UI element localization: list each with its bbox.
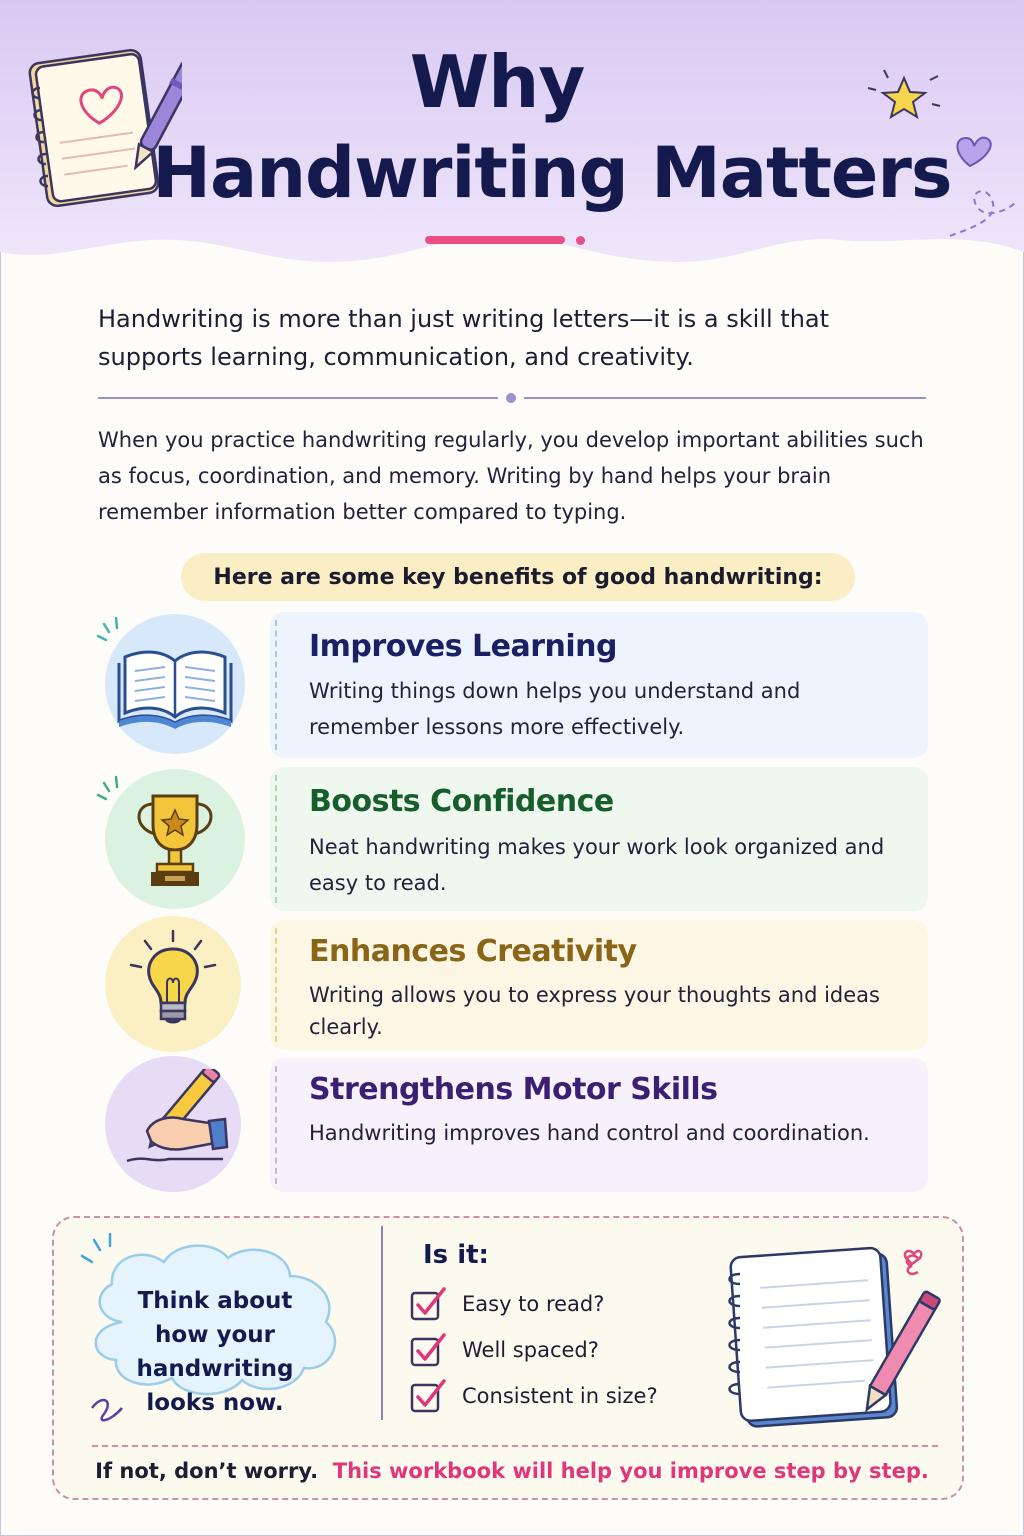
intro-text: Handwriting is more than just writing letters—it is a skill that supports learning, communication, and creativity. — [98, 305, 830, 371]
benefit-card-confidence — [100, 767, 928, 911]
benefit-title: Boosts Confidence — [309, 784, 614, 819]
checkbox-checked-icon — [410, 1379, 446, 1413]
benefit-title: Improves Learning — [309, 629, 617, 664]
star-icon — [856, 60, 946, 130]
footer-plain-text: If not, don’t worry. — [95, 1459, 319, 1483]
benefit-card-dashed-divider — [275, 775, 277, 903]
footer-message — [0, 1459, 1024, 1483]
benefits-heading: Here are some key benefits of good handwriting: — [181, 553, 855, 601]
vertical-separator — [381, 1226, 383, 1420]
benefit-card-dashed-divider — [275, 928, 277, 1042]
heart-icon — [940, 128, 1020, 248]
header — [0, 0, 1024, 290]
divider-left — [98, 397, 498, 399]
divider-right — [524, 397, 926, 399]
page-title-line1: Why — [409, 40, 585, 124]
checkbox-checked-icon — [410, 1333, 446, 1367]
cloud-prompt-text: Think about how your handwriting looks now. — [136, 1288, 294, 1416]
book-icon — [115, 639, 235, 729]
footer-highlight-text: This workbook will help you improve step by step. — [332, 1459, 929, 1483]
hand-pencil-icon — [113, 1069, 233, 1179]
checklist-label: Easy to read? — [462, 1292, 605, 1316]
footer-dashed-divider — [92, 1445, 938, 1447]
benefit-title: Enhances Creativity — [309, 934, 637, 969]
spiral-notebook-icon — [712, 1244, 942, 1440]
benefit-text: Writing things down helps you understand and remember lessons more effectively. — [309, 679, 801, 739]
benefit-text: Handwriting improves hand control and coordination. — [309, 1121, 870, 1145]
benefit-icon-circle — [105, 1056, 241, 1192]
benefit-card-creativity — [100, 920, 928, 1050]
benefit-text: Neat handwriting makes your work look organized and easy to read. — [309, 835, 885, 895]
checklist-item[interactable] — [410, 1378, 658, 1414]
benefit-card-motor-skills — [100, 1058, 928, 1192]
trophy-icon — [125, 784, 225, 894]
benefit-text: Writing allows you to express your thoughts and ideas clearly. — [309, 983, 880, 1039]
sparkle-lines-icon — [92, 612, 132, 648]
checklist-item[interactable] — [410, 1286, 604, 1322]
benefit-card-dashed-divider — [275, 1066, 277, 1184]
benefit-card-learning — [100, 612, 928, 758]
page-title-line2: Handwriting Matters — [152, 132, 952, 214]
body-paragraph: When you practice handwriting regularly, you develop important abilities such as focus, coordination, and memory. Writing by hand helps your brain remember information better compared to typing. — [98, 428, 924, 524]
checklist-question: Is it: — [423, 1240, 489, 1270]
divider-dot — [506, 393, 516, 403]
checklist-label: Well spaced? — [462, 1338, 599, 1362]
checklist-label: Consistent in size? — [462, 1384, 658, 1408]
sparkle-lines-icon — [92, 771, 132, 807]
benefit-title: Strengthens Motor Skills — [309, 1072, 718, 1107]
lightbulb-icon — [123, 929, 223, 1039]
benefit-icon-circle — [105, 916, 241, 1052]
title-underline-dot — [576, 236, 585, 245]
benefit-card-dashed-divider — [275, 620, 277, 750]
title-underline — [425, 236, 565, 244]
checklist-item[interactable] — [410, 1332, 599, 1368]
checkbox-checked-icon — [410, 1287, 446, 1321]
